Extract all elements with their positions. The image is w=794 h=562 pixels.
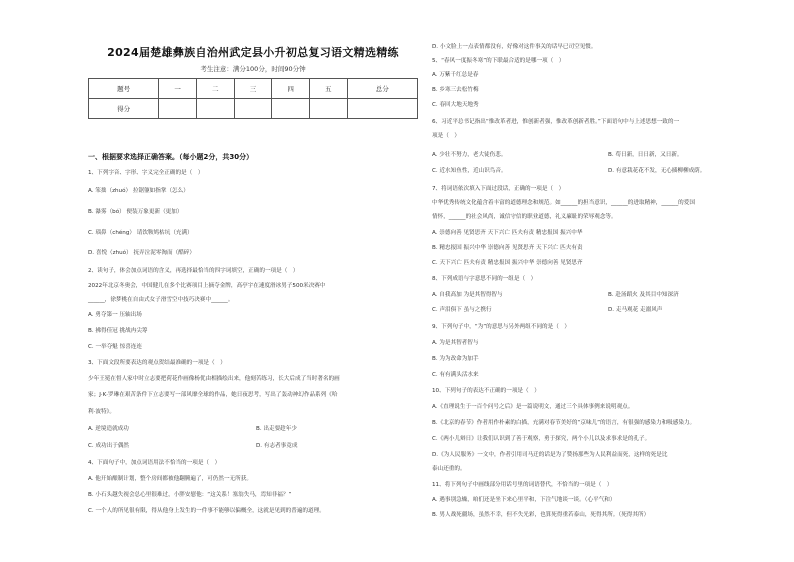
page-title: 2024届楚雄彝族自治州武定县小升初总复习语文精选精练 xyxy=(107,46,399,59)
question-line: 10、下列句子的表达不正确的一项是（ ） xyxy=(432,388,540,394)
score-cell xyxy=(159,99,197,119)
page-subtitle: 考生注意：满分100分，时间90分钟 xyxy=(200,65,306,73)
option-line: B.《北京的春节》作者用作朴素的白描，充满对春节美好的“京味儿”的语言，有很强的感染力和吸感染力。 xyxy=(432,420,696,426)
option-line: A.《直理说生于一百个问号之后》是一篇说明文，通过三个具体事例来说明观点。 xyxy=(432,404,634,410)
score-cell: 总分 xyxy=(347,79,417,99)
option-b: B. 出走要趁年少 xyxy=(256,426,297,432)
question-line: 5、“春风一度振冬寒”的下联最合适的是哪一项（ ） xyxy=(432,58,565,64)
option-line: 泰山还重的。 xyxy=(432,466,466,472)
option-c: C. 声泪俱下 虽与之携行 xyxy=(432,307,492,313)
score-cell xyxy=(272,99,310,119)
option-b: B. 苟日新，日日新，又日新。 xyxy=(608,152,683,158)
option-line: B. 男人战死疆场，虽然不幸，但不失光彩，也算死得重若泰山，死得其所。（死得其所） xyxy=(432,512,650,518)
option-b: B. 赴汤蹈火 及其目中知深济 xyxy=(608,292,679,298)
option-line: A. 崇德向善 见贤思齐 天下兴亡 匹夫有责 精忠报国 振兴中华 xyxy=(432,230,583,236)
passage-line: 情怀，______的社会风尚，诚信守信的职业道德，礼义廉耻的荣辱观念等。 xyxy=(432,214,617,220)
option-line: C. 一个人的所见很有限，得从他身上发生的一件事不能够以偏概全，这就是见到的普遍的道理。 xyxy=(88,508,325,514)
option-a: A. 少壮不努力，老大徒伤悲。 xyxy=(432,152,507,158)
question-line: 8、下列成语与字意思不同的一组是（ ） xyxy=(432,276,537,282)
score-cell: 三 xyxy=(234,79,272,99)
question-line: 2、读句子，体会加点词语的含义，再选择最恰当的四字词填空，正确的一项是（ ） xyxy=(88,268,299,274)
option-line: A. 万紫千红总是春 xyxy=(432,72,479,78)
option-line: B. 为为改命为加手 xyxy=(432,356,479,362)
option-line: A. 笨拙（zhuó） 拉锯躯如指掌（怎么） xyxy=(88,188,189,194)
option-line: A. 遇事别急燥，咱们还是坐下来心里平和，下注气地谈一谈。（心平气和） xyxy=(432,497,616,503)
option-d: D. 走马观花 走溺风声 xyxy=(608,307,663,313)
question-line: 4、下面句子中，加点词语用法不恰当的一项是（ ） xyxy=(88,460,221,466)
option-c: C. 成功出于偶然 xyxy=(88,443,130,449)
score-cell: 四 xyxy=(272,79,310,99)
option-line: D.《为人民服务》一文中，作者引用司马迁的话是为了赞扬那些为人民利益而死，这样的死是比 xyxy=(432,452,668,458)
score-cell xyxy=(309,99,347,119)
option-line: A. 为是其智者智与 xyxy=(432,340,479,346)
question-line: 9、下列句子中，“为”的意思与另外两组不同的是（ ） xyxy=(432,324,571,330)
option-line: B. 拂得佳冠 挑战冉尖筹 xyxy=(88,328,148,334)
section-heading: 一、根据要求选择正确答案。（每小题2分，共30分） xyxy=(88,153,254,161)
option-c: C. 近水知鱼性，近山识鸟音。 xyxy=(432,168,507,174)
option-line: C. 瑙鼻（chéng） 请饮鞍鸠枯坑（充满） xyxy=(88,230,193,236)
question-line: 7、将词语依次填入下面过段话，正确的一项是（ ） xyxy=(432,186,565,192)
question-line: 1、下列字音、字形、字义完全正确的是（ ） xyxy=(88,170,204,176)
score-row-header xyxy=(89,79,418,99)
score-cell: 一 xyxy=(159,79,197,99)
score-cell xyxy=(234,99,272,119)
option-line: A. 勇夺第一 压轴出场 xyxy=(88,312,142,318)
option-line: C.《两小儿辩日》让我们认识到了善于观察，勇于探究，两个小儿以及求事求是的孔子。 xyxy=(432,436,651,442)
passage-line: 利·波特》。 xyxy=(88,409,115,415)
option-line: A. 他开始酿制计划，整个房间都被他翻腾遍了，可仍然一无所获。 xyxy=(88,476,252,482)
passage-line: 家；J·K·罗琳在艰苦条件下立志要写一部风靡全球的作品，她日夜思考，写出了轰动神幻作品系列《哈 xyxy=(88,392,338,398)
option-line: C. 天下兴亡 匹夫有责 精忠报国 振兴中华 崇德向善 见贤思齐 xyxy=(432,260,583,266)
option-a: A. 自我高加 为是其智得智与 xyxy=(432,292,503,298)
question-line: 3、下面文段所要表达的观点贺结最准确的一项是（ ） xyxy=(88,360,226,366)
passage-line: 2022年北京冬奥会，中国健儿在多个比赛项目上摘夺金牌，高亭宇在速度滑冰男子500米决赛中 xyxy=(88,283,326,289)
score-cell: 题号 xyxy=(89,79,159,99)
option-line: B. 乡寒三去松竹梅 xyxy=(432,87,479,93)
option-line: C. 一举夺魁 惊喜连连 xyxy=(88,344,142,350)
question-line: 项是（ ） xyxy=(432,133,460,139)
passage-line: ______，徐梦桃在自由式女子滑雪空中技巧决赛中______。 xyxy=(88,297,234,303)
option-a: A. 逆境造就成功 xyxy=(88,426,129,432)
question-line: 11、将下列句子中画线部分用话号里的词语替代，不恰当的一项是（ ） xyxy=(432,482,613,488)
score-cell: 得分 xyxy=(89,99,159,119)
option-d: D. 有意栽花花不发，无心插柳柳成荫。 xyxy=(608,168,706,174)
score-cell xyxy=(347,99,417,119)
score-cell: 二 xyxy=(196,79,234,99)
option-line: B. 精忠报国 振兴中华 崇德向善 见贤思齐 天下兴亡 匹夫有责 xyxy=(432,245,583,251)
option-line: C. 有有满头活水来 xyxy=(432,372,479,378)
score-cell xyxy=(196,99,234,119)
passage-line: 少年王冕在督人家中时立志要把荷花作画像杨优由相描绘出来，他刻苦练习，长大后成了当时著名的画 xyxy=(88,376,340,382)
score-table xyxy=(88,78,418,119)
score-cell: 五 xyxy=(309,79,347,99)
score-row-values xyxy=(89,99,418,119)
option-line: C. 春回大地天地秀 xyxy=(432,102,479,108)
question-line: 6、习近平总书记指出“惟改革者进，惟创新者强，惟改革创新者胜。”下面语句中与上述思想一致的一 xyxy=(432,119,680,125)
option-line: D. 小文脸上一点表情都没有，好像对这件事关的话早已司空见惯。 xyxy=(432,44,597,50)
passage-line: 中华优秀传统文化蕴含着丰富的道德理念和规范。如______的担当意识，______的进取精神，______的爱国 xyxy=(432,200,695,206)
option-d: D. 有志者事竟成 xyxy=(256,443,298,449)
option-line: B. 瀑雾（bó） 便装万象更新（更加） xyxy=(88,209,183,215)
option-line: B. 小石头越失视会总心里很难过，小胖安慰他：“这关系！塞翁失马，焉知非福？” xyxy=(88,492,292,498)
option-line: D. 喜悦（zhuó） 抚弄泣泥零淘而（酷碎） xyxy=(88,250,195,256)
